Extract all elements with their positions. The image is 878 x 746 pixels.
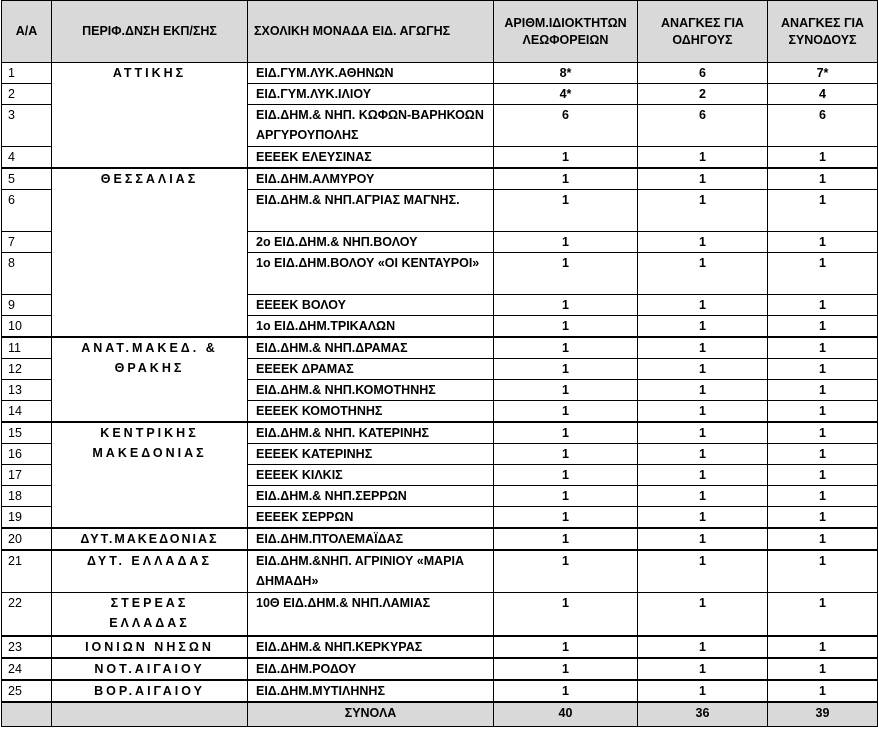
row-number: 9 [2, 295, 52, 316]
row-number: 19 [2, 507, 52, 529]
escorts-count: 1 [768, 658, 878, 680]
escorts-count: 1 [768, 316, 878, 338]
table-row [2, 422, 878, 444]
escorts-count: 7* [768, 63, 878, 84]
table-row [2, 550, 878, 592]
totals-drivers: 36 [638, 702, 768, 726]
buses-count: 1 [494, 168, 638, 190]
buses-count: 1 [494, 232, 638, 253]
school-name: ΕΙΔ.ΔΗΜ.ΡΟΔΟΥ [248, 658, 494, 680]
school-name: ΕΙΔ.ΔΗΜ.ΠΤΟΛΕΜΑΪΔΑΣ [248, 528, 494, 550]
table-row [2, 658, 878, 680]
drivers-count: 1 [638, 636, 768, 658]
buses-count: 1 [494, 444, 638, 465]
escorts-count: 1 [768, 592, 878, 636]
row-number: 13 [2, 380, 52, 401]
drivers-count: 1 [638, 168, 768, 190]
school-name: ΕΙΔ.ΔΗΜ.& ΝΗΠ.ΚΕΡΚΥΡΑΣ [248, 636, 494, 658]
drivers-count: 1 [638, 253, 768, 295]
region-cell: ΚΕΝΤΡΙΚΗΣ ΜΑΚΕΔΟΝΙΑΣ [52, 422, 248, 528]
school-name: ΕΙΔ.ΔΗΜ.& ΝΗΠ. ΚΑΤΕΡΙΝΗΣ [248, 422, 494, 444]
buses-count: 1 [494, 465, 638, 486]
row-number: 12 [2, 359, 52, 380]
school-name: ΕΕΕΕΚ ΕΛΕΥΣΙΝΑΣ [248, 147, 494, 169]
drivers-count: 1 [638, 380, 768, 401]
escorts-count: 1 [768, 190, 878, 232]
buses-count: 1 [494, 295, 638, 316]
table-row [2, 337, 878, 359]
drivers-count: 6 [638, 105, 768, 147]
drivers-count: 1 [638, 147, 768, 169]
row-number: 5 [2, 168, 52, 190]
escorts-count: 1 [768, 147, 878, 169]
buses-count: 1 [494, 486, 638, 507]
row-number: 20 [2, 528, 52, 550]
row-number: 23 [2, 636, 52, 658]
school-name: 1ο ΕΙΔ.ΔΗΜ.ΒΟΛΟΥ «ΟΙ ΚΕΝΤΑΥΡΟΙ» [248, 253, 494, 295]
row-number: 15 [2, 422, 52, 444]
buses-count: 1 [494, 550, 638, 592]
escorts-count: 1 [768, 486, 878, 507]
table-row [2, 63, 878, 84]
school-name: ΕΙΔ.ΔΗΜ.& ΝΗΠ.ΑΓΡΙΑΣ ΜΑΓΝΗΣ. [248, 190, 494, 232]
escorts-count: 1 [768, 359, 878, 380]
buses-count: 1 [494, 680, 638, 702]
buses-count: 1 [494, 253, 638, 295]
buses-count: 4* [494, 84, 638, 105]
header-aa: Α/Α [2, 1, 52, 63]
buses-count: 1 [494, 380, 638, 401]
header-school: ΣΧΟΛΙΚΗ ΜΟΝΑΔΑ ΕΙΔ. ΑΓΩΓΗΣ [248, 1, 494, 63]
region-cell: ΣΤΕΡΕΑΣ ΕΛΛΑΔΑΣ [52, 592, 248, 636]
buses-count: 8* [494, 63, 638, 84]
row-number: 21 [2, 550, 52, 592]
escorts-count: 1 [768, 550, 878, 592]
row-number: 4 [2, 147, 52, 169]
escorts-count: 1 [768, 636, 878, 658]
drivers-count: 1 [638, 422, 768, 444]
escorts-count: 1 [768, 528, 878, 550]
buses-count: 1 [494, 592, 638, 636]
region-cell: ΒΟΡ.ΑΙΓΑΙΟΥ [52, 680, 248, 702]
drivers-count: 1 [638, 486, 768, 507]
totals-buses: 40 [494, 702, 638, 726]
totals-row [2, 702, 878, 726]
school-name: ΕΕΕΕΚ ΚΟΜΟΤΗΝΗΣ [248, 401, 494, 423]
header-drivers: ΑΝΑΓΚΕΣ ΓΙΑ ΟΔΗΓΟΥΣ [638, 1, 768, 63]
school-name: ΕΙΔ.ΔΗΜ.& ΝΗΠ.ΚΟΜΟΤΗΝΗΣ [248, 380, 494, 401]
school-name: ΕΙΔ.ΔΗΜ.& ΝΗΠ.ΣΕΡΡΩΝ [248, 486, 494, 507]
school-name: 10Θ ΕΙΔ.ΔΗΜ.& ΝΗΠ.ΛΑΜΙΑΣ [248, 592, 494, 636]
row-number: 24 [2, 658, 52, 680]
buses-count: 1 [494, 337, 638, 359]
drivers-count: 1 [638, 190, 768, 232]
buses-count: 1 [494, 528, 638, 550]
row-number: 10 [2, 316, 52, 338]
buses-count: 1 [494, 190, 638, 232]
school-name: ΕΕΕΕΚ ΣΕΡΡΩΝ [248, 507, 494, 529]
escorts-count: 1 [768, 680, 878, 702]
escorts-count: 1 [768, 295, 878, 316]
buses-count: 1 [494, 359, 638, 380]
school-name: 2ο ΕΙΔ.ΔΗΜ.& ΝΗΠ.ΒΟΛΟΥ [248, 232, 494, 253]
table-row [2, 636, 878, 658]
region-cell: ΝΟΤ.ΑΙΓΑΙΟΥ [52, 658, 248, 680]
drivers-count: 1 [638, 316, 768, 338]
school-name: ΕΙΔ.ΔΗΜ.ΑΛΜΥΡΟΥ [248, 168, 494, 190]
drivers-count: 1 [638, 550, 768, 592]
table-row [2, 592, 878, 636]
school-name: ΕΕΕΕΚ ΒΟΛΟΥ [248, 295, 494, 316]
escorts-count: 1 [768, 401, 878, 423]
header-region: ΠΕΡΙΦ.ΔΝΣΗ ΕΚΠ/ΣΗΣ [52, 1, 248, 63]
region-cell: ΑΝΑΤ.ΜΑΚΕΔ. & ΘΡΑΚΗΣ [52, 337, 248, 422]
drivers-count: 1 [638, 658, 768, 680]
region-cell: ΙΟΝΙΩΝ ΝΗΣΩΝ [52, 636, 248, 658]
row-number: 8 [2, 253, 52, 295]
table-row [2, 528, 878, 550]
escorts-count: 1 [768, 444, 878, 465]
escorts-count: 1 [768, 253, 878, 295]
row-number: 18 [2, 486, 52, 507]
row-number: 25 [2, 680, 52, 702]
school-name: ΕΙΔ.ΔΗΜ.& ΝΗΠ.ΔΡΑΜΑΣ [248, 337, 494, 359]
totals-empty-cell [2, 702, 52, 726]
drivers-count: 1 [638, 359, 768, 380]
row-number: 22 [2, 592, 52, 636]
escorts-count: 1 [768, 507, 878, 529]
row-number: 11 [2, 337, 52, 359]
row-number: 1 [2, 63, 52, 84]
school-name: ΕΙΔ.ΓΥΜ.ΛΥΚ.ΑΘΗΝΩΝ [248, 63, 494, 84]
region-cell: ΘΕΣΣΑΛΙΑΣ [52, 168, 248, 337]
row-number: 16 [2, 444, 52, 465]
totals-label: ΣΥΝΟΛΑ [248, 702, 494, 726]
drivers-count: 1 [638, 528, 768, 550]
drivers-count: 1 [638, 444, 768, 465]
escorts-count: 1 [768, 232, 878, 253]
school-name: ΕΙΔ.ΔΗΜ.&ΝΗΠ. ΑΓΡΙΝΙΟΥ «ΜΑΡΙΑ ΔΗΜΑΔΗ» [248, 550, 494, 592]
table-row [2, 168, 878, 190]
buses-count: 1 [494, 147, 638, 169]
school-name: ΕΕΕΕΚ ΚΑΤΕΡΙΝΗΣ [248, 444, 494, 465]
table-row [2, 680, 878, 702]
drivers-count: 6 [638, 63, 768, 84]
buses-count: 1 [494, 658, 638, 680]
buses-count: 1 [494, 316, 638, 338]
drivers-count: 1 [638, 507, 768, 529]
header-escorts: ΑΝΑΓΚΕΣ ΓΙΑ ΣΥΝΟΔΟΥΣ [768, 1, 878, 63]
row-number: 7 [2, 232, 52, 253]
row-number: 14 [2, 401, 52, 423]
header-buses: ΑΡΙΘΜ.ΙΔΙΟΚΤΗΤΩΝ ΛΕΩΦΟΡΕΙΩΝ [494, 1, 638, 63]
buses-count: 1 [494, 401, 638, 423]
escorts-count: 4 [768, 84, 878, 105]
drivers-count: 1 [638, 232, 768, 253]
region-cell: ΑΤΤΙΚΗΣ [52, 63, 248, 169]
buses-count: 1 [494, 636, 638, 658]
drivers-count: 1 [638, 295, 768, 316]
school-name: ΕΙΔ.ΔΗΜ.& ΝΗΠ. ΚΩΦΩΝ-ΒΑΡΗΚΟΩΝ ΑΡΓΥΡΟΥΠΟΛΗΣ [248, 105, 494, 147]
totals-escorts: 39 [768, 702, 878, 726]
school-name: ΕΙΔ.ΔΗΜ.ΜΥΤΙΛΗΝΗΣ [248, 680, 494, 702]
buses-count: 1 [494, 422, 638, 444]
buses-table [1, 0, 878, 727]
escorts-count: 1 [768, 422, 878, 444]
escorts-count: 1 [768, 465, 878, 486]
buses-count: 6 [494, 105, 638, 147]
buses-count: 1 [494, 507, 638, 529]
region-cell: ΔΥΤ. ΕΛΛΑΔΑΣ [52, 550, 248, 592]
header-row [2, 1, 878, 63]
school-name: ΕΕΕΕΚ ΚΙΛΚΙΣ [248, 465, 494, 486]
drivers-count: 1 [638, 680, 768, 702]
totals-empty-cell [52, 702, 248, 726]
school-name: 1ο ΕΙΔ.ΔΗΜ.ΤΡΙΚΑΛΩΝ [248, 316, 494, 338]
drivers-count: 1 [638, 337, 768, 359]
school-name: ΕΙΔ.ΓΥΜ.ΛΥΚ.ΙΛΙΟΥ [248, 84, 494, 105]
drivers-count: 1 [638, 465, 768, 486]
row-number: 2 [2, 84, 52, 105]
escorts-count: 1 [768, 168, 878, 190]
escorts-count: 1 [768, 337, 878, 359]
drivers-count: 1 [638, 401, 768, 423]
drivers-count: 2 [638, 84, 768, 105]
school-name: ΕΕΕΕΚ ΔΡΑΜΑΣ [248, 359, 494, 380]
row-number: 6 [2, 190, 52, 232]
drivers-count: 1 [638, 592, 768, 636]
row-number: 3 [2, 105, 52, 147]
row-number: 17 [2, 465, 52, 486]
region-cell: ΔΥΤ.ΜΑΚΕΔΟΝΙΑΣ [52, 528, 248, 550]
escorts-count: 1 [768, 380, 878, 401]
escorts-count: 6 [768, 105, 878, 147]
